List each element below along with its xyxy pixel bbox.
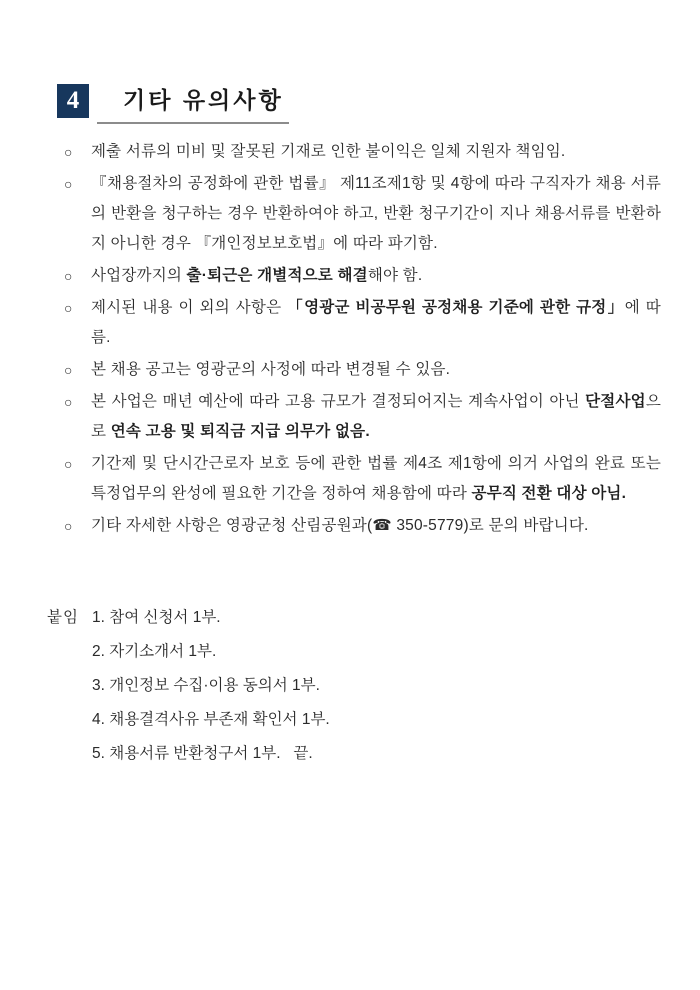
note-text: 기간제 및 단시간근로자 보호 등에 관한 법률 제4조 제1항에 의거 사업의 완료 또는 특정업무의 완성에 필요한 기간을 정하여 채용함에 따라 공무직 전환 대상 아님. [91,455,661,502]
attachments-label: 붙임 [47,609,79,626]
note-text: 본 채용 공고는 영광군의 사정에 따라 변경될 수 있음. [91,361,451,378]
bullet-marker: ○ [64,176,73,192]
note-text: 사업장까지의 출·퇴근은 개별적으로 해결해야 함. [91,267,423,284]
title-underline [97,122,289,124]
section-header [57,84,657,130]
note-text: 기타 자세한 사항은 영광군청 산림공원과(☎ 350-5779)로 문의 바랍니다. [91,517,589,534]
note-text: 제시된 내용 이 외의 사항은 「영광군 비공무원 공정채용 기준에 관한 규정」에 따름. [91,299,661,346]
section-number-box [57,84,89,118]
attachment-item: 4. 채용결격사유 부존재 확인서 1부. [92,711,330,728]
bullet-marker: ○ [64,394,73,410]
note-item [64,511,661,541]
notes-list [64,137,661,543]
note-item [64,293,661,353]
bullet-marker: ○ [64,268,73,284]
section-title: 기타 유의사항 [123,87,284,113]
bullet-marker: ○ [64,300,73,316]
note-text: 『채용절차의 공정화에 관한 법률』 제11조제1항 및 4항에 따라 구직자가 채용 서류의 반환을 청구하는 경우 반환하여야 하고, 반환 청구기간이 지나 채용서류를 반환하지 아니한 경우 『개인정보보호법』에 따라 파기함. [91,175,661,252]
attachment-item: 3. 개인정보 수집·이용 동의서 1부. [92,677,320,694]
note-item [64,137,661,167]
bullet-marker: ○ [64,144,73,160]
attachment-item: 5. 채용서류 반환청구서 1부. 끝. [92,745,313,762]
note-item [64,261,661,291]
attachment-items [92,601,627,770]
note-item [64,355,661,385]
note-text: 본 사업은 매년 예산에 따라 고용 규모가 결정되어지는 계속사업이 아닌 단절사업으로 연속 고용 및 퇴직금 지급 의무가 없음. [91,393,661,440]
bullet-marker: ○ [64,456,73,472]
attachment-item: 2. 자기소개서 1부. [92,643,217,660]
bullet-marker: ○ [64,518,73,534]
note-item [64,169,661,259]
section-number: 4 [66,87,80,114]
note-text: 제출 서류의 미비 및 잘못된 기재로 인한 불이익은 일체 지원자 책임임. [91,143,566,160]
attachment-item: 1. 참여 신청서 1부. [92,609,221,626]
attachments-section [47,601,627,771]
bullet-marker: ○ [64,362,73,378]
note-item [64,387,661,447]
note-item [64,449,661,509]
